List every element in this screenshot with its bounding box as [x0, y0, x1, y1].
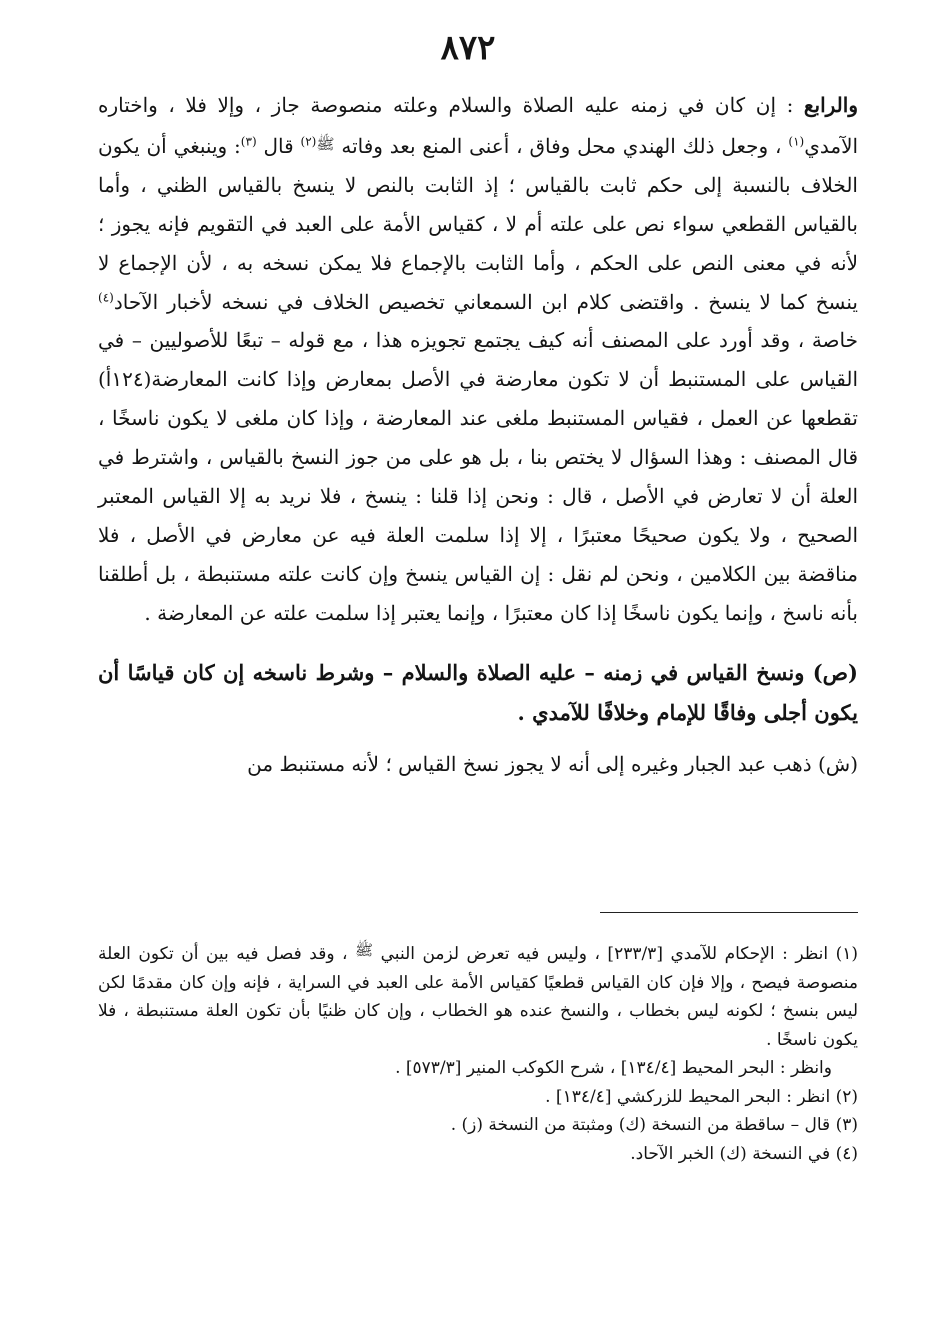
- footnote-1-text: (١) انظر : الإحكام للآمدي [٢٣٣/٣] ، وليس فيه تعرض لزمن النبي: [380, 944, 858, 964]
- salawat-seal-icon: ﷺ: [355, 941, 374, 959]
- text-segment: : إن كان في زمنه عليه الصلاة والسلام وعلته منصوصة جاز ، وإلا فلا ، واختاره الآمدي: [98, 93, 859, 158]
- principle-text: (ص) ونسخ القياس في زمنه – عليه الصلاة والسلام – وشرط ناسخه إن كان قياسًا أن يكون أجلى وفاقًا للإمام وخلافًا للآمدي .: [98, 659, 858, 725]
- footnote-ref-2[interactable]: (٢): [300, 134, 317, 149]
- footnote-divider: [600, 912, 858, 913]
- text-segment: قال: [263, 133, 294, 158]
- footnote-1-text-cont: ، وقد فصل فيه بين أن تكون العلة منصوصة فيصح ، وإلا فإن كان القياس قطعيًا كقياس الأمة على العبد في السراية ، فإنه وإن كان مقدمًا لكن ليس بنسخ ؛ لكونه ليس بخطاب ، والنسخ عنده هو الخطاب ، وإن كان ظنيًا بأن تكون العلة مستنبطة ، فلا يكون ناسخًا .: [98, 944, 858, 1050]
- paragraph-fourth-view: [98, 86, 858, 633]
- footnote-ref-3[interactable]: (٣): [240, 134, 257, 149]
- text-segment: : وينبغي أن يكون الخلاف بالنسبة إلى حكم ثابت بالقياس ؛ إذ الثابت بالنص لا ينسخ بالقياس الظني ، وأما بالقياس القطعي سواء نص على علته أم لا ، كقياس الأمة على العبد في التقويم فإنه يجوز ؛ لأنه في معنى النص على الحكم ، وأما الثابت بالإجماع فلا يمكن نسخه به ، لأن الإجماع لا ينسخ كما لا ينسخ . واقتضى كلام ابن السمعاني تخصيص الخلاف في نسخه لأخبار الآحاد: [98, 133, 858, 314]
- footnote-ref-1[interactable]: (١): [788, 134, 805, 149]
- salawat-seal-icon: ﷺ: [316, 134, 335, 153]
- footnote-1: [98, 936, 858, 1054]
- commentary-text: (ش) ذهب عبد الجبار وغيره إلى أنه لا يجوز نسخ القياس ؛ لأنه مستنبط من: [247, 751, 858, 776]
- main-text: [98, 86, 858, 784]
- footnote-3: (٣) قال – ساقطة من النسخة (ك) ومثبتة من النسخة (ز) .: [450, 1115, 858, 1135]
- footnote-1-see-also: وانظر : البحر المحيط [١٣٤/٤] ، شرح الكوكب المنير [٥٧٣/٣] .: [395, 1058, 832, 1078]
- footnote-ref-4[interactable]: (٤): [98, 289, 114, 304]
- footnotes: [98, 936, 858, 1168]
- text-segment: ، وجعل ذلك الهندي محل وفاق ، أعنى المنع بعد وفاته: [341, 133, 782, 158]
- paragraph-lead-word: والرابع: [803, 93, 858, 117]
- text-segment: خاصة ، وقد أورد على المصنف أنه كيف يجتمع تجويزه هذا ، مع قوله – تبعًا للأصوليين – في القياس على المستنبط أن لا تكون معارضة في الأصل بمعارض وإذا كانت المعارضة(١٢٤أ) تقطعها عن العمل ، فقياس المستنبط ملغى عند المعارضة ، وإذا كان ملغى لا يكون ناسخًا ، قال المصنف : وهذا السؤال لا يختص بنا ، بل هو على من جوز النسخ بالقياس ، واشترط في العلة أن لا تعارض في الأصل ، قال : ونحن إذا قلنا : ينسخ ، فلا نريد به إلا القياس المعتبر الصحيح ، ولا يكون صحيحًا معتبرًا ، إلا إذا سلمت العلة فيه عن معارض في الأصل ، فلا مناقضة بين الكلامين ، ونحن لم نقل : إن القياس ينسخ وإن كانت علته مستنبطة ، بل أطلقنا بأنه ناسخ ، وإنما يكون ناسخًا إذا كان معتبرًا ، وإنما يعتبر إذا سلمت علته عن المعارضة .: [98, 328, 858, 625]
- footnote-4: (٤) في النسخة (ك) الخبر الآحاد.: [630, 1143, 858, 1164]
- footnote-2: (٢) انظر : البحر المحيط للزركشي [١٣٤/٤] .: [545, 1086, 858, 1107]
- page-number: ٨٧٢: [440, 28, 496, 68]
